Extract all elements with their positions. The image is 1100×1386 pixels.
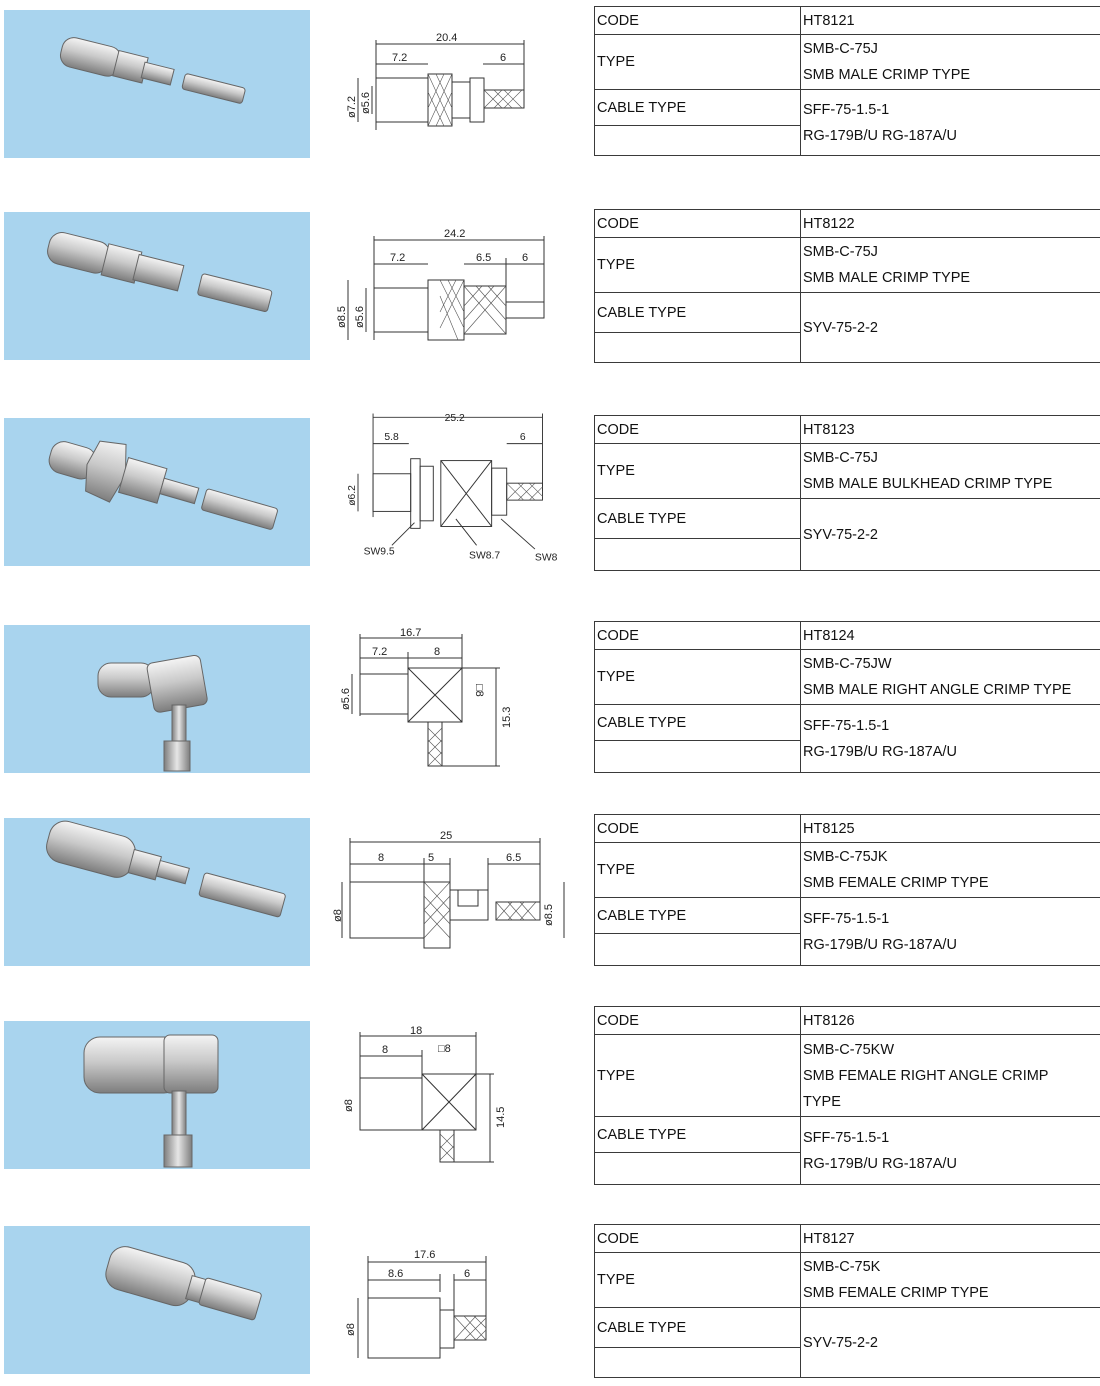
- dim-sw1: SW9.5: [364, 547, 395, 558]
- dim-diameter-2: ø5.6: [354, 306, 366, 328]
- cable-type-value: SYV-75-2-2: [801, 1308, 1100, 1378]
- type-value: SMB-C-75J SMB MALE CRIMP TYPE: [801, 238, 1100, 293]
- dim-diameter-1: ø7.2: [346, 96, 358, 118]
- cable-type-value: SFF-75-1.5-1 RG-179B/U RG-187A/U: [801, 90, 1100, 156]
- spec-table-ht8124: [594, 621, 1100, 773]
- type-label: TYPE: [595, 238, 801, 293]
- spec-table-ht8126: [594, 1006, 1100, 1185]
- dim-diameter-1: ø5.6: [340, 688, 352, 710]
- straight-plug-photo: [4, 212, 310, 360]
- type-value: SMB-C-75JK SMB FEMALE CRIMP TYPE: [801, 843, 1100, 898]
- code-label: CODE: [595, 210, 801, 238]
- cable-type-label: CABLE TYPE: [595, 898, 801, 934]
- dim-c: 6.5: [506, 852, 521, 864]
- dim-b: 6: [464, 1268, 470, 1280]
- dim-diameter-1: ø8: [343, 1099, 355, 1112]
- code-value: HT8121: [801, 7, 1100, 35]
- dimension-drawing-ht8123: [328, 406, 580, 566]
- dim-diameter-1: ø8: [332, 909, 344, 922]
- code-label: CODE: [595, 815, 801, 843]
- type-value: SMB-C-75J SMB MALE BULKHEAD CRIMP TYPE: [801, 444, 1100, 499]
- right-angle-plug-photo: [4, 625, 310, 773]
- cable-type-value: SYV-75-2-2: [801, 499, 1100, 571]
- dim-diameter-2: ø8.5: [543, 904, 555, 926]
- dim-a: 7.2: [372, 646, 387, 658]
- spec-table-ht8127: [594, 1224, 1100, 1378]
- dim-square: □8: [473, 684, 485, 697]
- dim-b: 6: [520, 432, 526, 443]
- dim-overall: 18: [410, 1025, 422, 1037]
- blank-cell: [595, 1348, 801, 1378]
- dim-b: 5: [428, 852, 434, 864]
- cable-type-value: SFF-75-1.5-1 RG-179B/U RG-187A/U: [801, 1117, 1100, 1185]
- dim-sw3: SW8: [535, 552, 558, 563]
- dim-a: 8.6: [388, 1268, 403, 1280]
- spec-table-ht8125: [594, 814, 1100, 966]
- code-value: HT8125: [801, 815, 1100, 843]
- product-photo-ht8124: [4, 625, 310, 773]
- cable-type-label: CABLE TYPE: [595, 1308, 801, 1348]
- dimension-drawing-ht8125: [328, 826, 580, 986]
- dim-overall: 20.4: [436, 32, 457, 44]
- code-value: HT8122: [801, 210, 1100, 238]
- dim-diameter-1: ø8.5: [336, 306, 348, 328]
- dimension-drawing-ht8126: [328, 1022, 580, 1182]
- straight-plug-photo: [4, 10, 310, 158]
- spec-table-ht8123: [594, 415, 1100, 571]
- dim-c: 6: [522, 252, 528, 264]
- blank-cell: [595, 539, 801, 571]
- code-label: CODE: [595, 1007, 801, 1035]
- product-photo-ht8127: [4, 1226, 310, 1374]
- code-label: CODE: [595, 416, 801, 444]
- dimension-drawing-ht8122: [328, 228, 580, 388]
- product-photo-ht8126: [4, 1021, 310, 1169]
- code-value: HT8123: [801, 416, 1100, 444]
- product-photo-ht8125: [4, 818, 310, 966]
- dim-diameter-2: ø5.6: [360, 92, 372, 114]
- product-photo-ht8121: [4, 10, 310, 158]
- dim-overall: 25.2: [445, 413, 465, 424]
- blank-cell: [595, 126, 801, 156]
- dim-overall: 17.6: [414, 1249, 435, 1261]
- cable-type-label: CABLE TYPE: [595, 1117, 801, 1153]
- dim-height: 14.5: [495, 1107, 507, 1128]
- dim-a: 8: [382, 1044, 388, 1056]
- dim-overall: 25: [440, 830, 452, 842]
- dim-a: 7.2: [392, 52, 407, 64]
- type-label: TYPE: [595, 1035, 801, 1117]
- dim-overall: 24.2: [444, 228, 465, 240]
- product-photo-ht8123: [4, 418, 310, 566]
- dim-a: 7.2: [390, 252, 405, 264]
- type-value: SMB-C-75KW SMB FEMALE RIGHT ANGLE CRIMP TYPE: [801, 1035, 1100, 1117]
- type-label: TYPE: [595, 843, 801, 898]
- code-value: HT8126: [801, 1007, 1100, 1035]
- cable-type-label: CABLE TYPE: [595, 705, 801, 741]
- dim-square: □8: [438, 1043, 451, 1055]
- blank-cell: [595, 741, 801, 773]
- dim-sw2: SW8.7: [469, 550, 500, 561]
- blank-cell: [595, 333, 801, 363]
- code-label: CODE: [595, 7, 801, 35]
- female-jack-photo: [4, 1226, 310, 1374]
- type-label: TYPE: [595, 444, 801, 499]
- dim-height: 15.3: [501, 707, 513, 728]
- cable-type-value: SYV-75-2-2: [801, 293, 1100, 363]
- code-value: HT8127: [801, 1225, 1100, 1253]
- cable-type-label: CABLE TYPE: [595, 90, 801, 126]
- type-value: SMB-C-75K SMB FEMALE CRIMP TYPE: [801, 1253, 1100, 1308]
- type-label: TYPE: [595, 1253, 801, 1308]
- type-label: TYPE: [595, 35, 801, 90]
- right-angle-jack-photo: [4, 1021, 310, 1169]
- spec-table-ht8122: [594, 209, 1100, 363]
- type-value: SMB-C-75JW SMB MALE RIGHT ANGLE CRIMP TYPE: [801, 650, 1100, 705]
- blank-cell: [595, 934, 801, 966]
- dim-overall: 16.7: [400, 627, 421, 639]
- code-value: HT8124: [801, 622, 1100, 650]
- code-label: CODE: [595, 622, 801, 650]
- dimension-drawing-ht8121: [328, 30, 580, 190]
- dim-b: 8: [434, 646, 440, 658]
- dim-diameter-1: ø6.2: [347, 485, 358, 506]
- dim-b: 6.5: [476, 252, 491, 264]
- dim-a: 5.8: [384, 432, 399, 443]
- cable-type-value: SFF-75-1.5-1 RG-179B/U RG-187A/U: [801, 705, 1100, 773]
- code-label: CODE: [595, 1225, 801, 1253]
- spec-table-ht8121: [594, 6, 1100, 156]
- product-photo-ht8122: [4, 212, 310, 360]
- dim-a: 8: [378, 852, 384, 864]
- cable-type-label: CABLE TYPE: [595, 499, 801, 539]
- dim-b: 6: [500, 52, 506, 64]
- type-value: SMB-C-75J SMB MALE CRIMP TYPE: [801, 35, 1100, 90]
- bulkhead-plug-photo: [4, 418, 310, 566]
- cable-type-value: SFF-75-1.5-1 RG-179B/U RG-187A/U: [801, 898, 1100, 966]
- female-jack-photo: [4, 818, 310, 966]
- cable-type-label: CABLE TYPE: [595, 293, 801, 333]
- type-label: TYPE: [595, 650, 801, 705]
- dimension-drawing-ht8124: [328, 624, 580, 784]
- dim-diameter-1: ø8: [345, 1323, 357, 1336]
- dimension-drawing-ht8127: [328, 1226, 580, 1386]
- blank-cell: [595, 1153, 801, 1185]
